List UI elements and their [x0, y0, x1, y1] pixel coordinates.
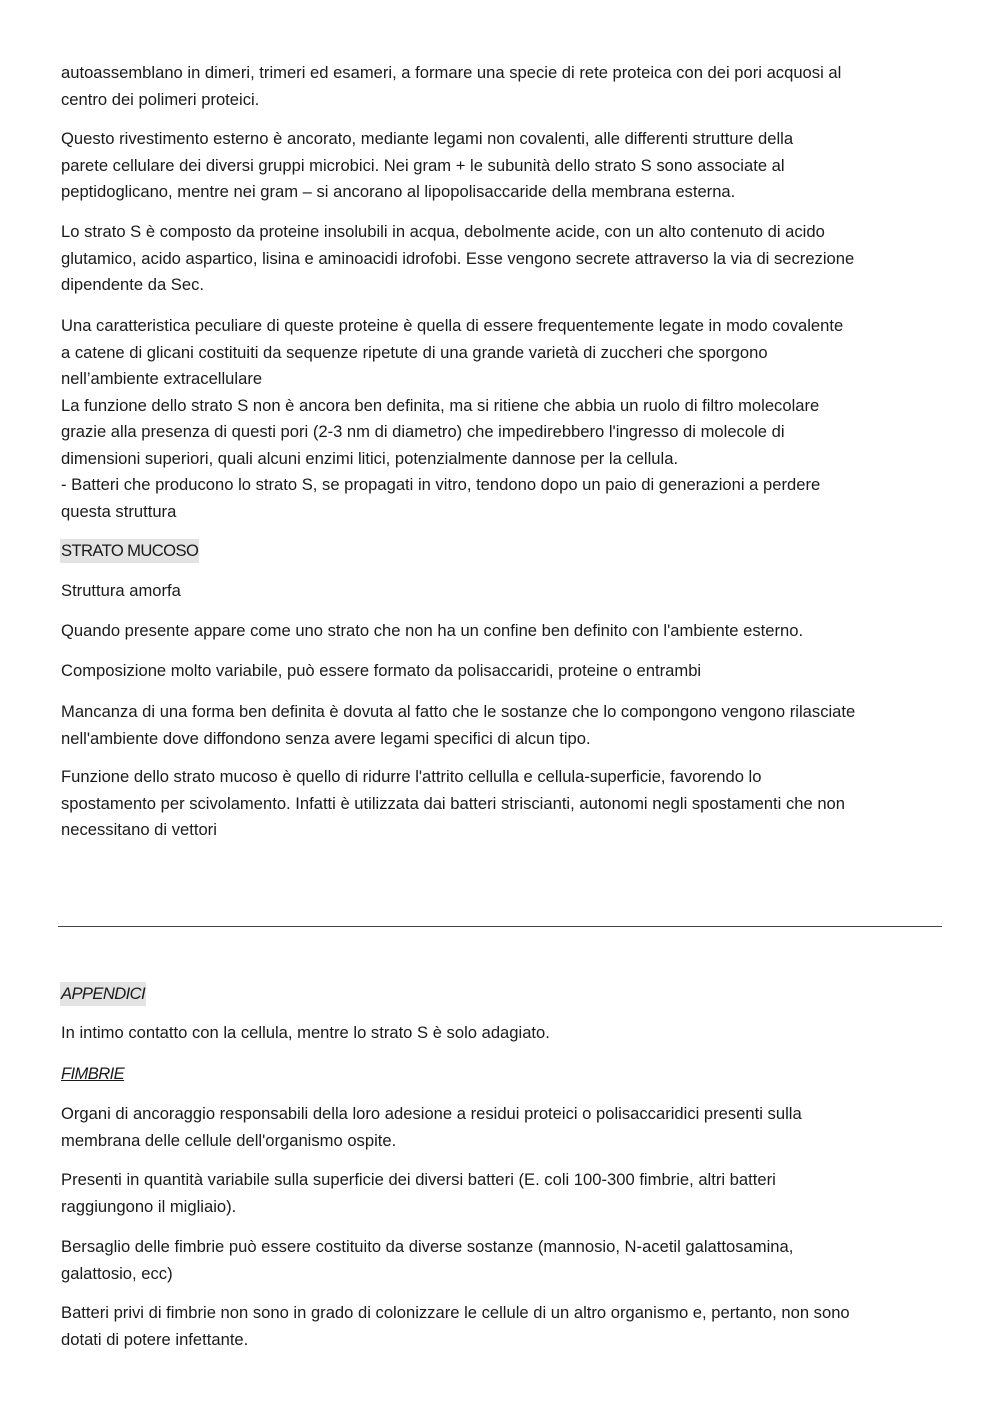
glycan-paragraph: [61, 313, 941, 525]
fimbrie-quantity-paragraph: [61, 1167, 941, 1220]
text-line: - Batteri che producono lo strato S, se propagati in vitro, tendono dopo un paio di generazioni a perdere: [61, 475, 821, 494]
horizontal-rule: [58, 926, 942, 927]
text-line: Struttura amorfa: [61, 581, 181, 600]
text-line: Questo rivestimento esterno è ancorato, mediante legami non covalenti, alle differenti strutture della: [61, 129, 794, 148]
text-line: Lo strato S è composto da proteine insolubili in acqua, debolmente acide, con un alto contenuto di acido: [61, 222, 825, 241]
text-line: galattosio, ecc): [61, 1263, 173, 1283]
text-line: parete cellulare dei diversi gruppi microbici. Nei gram + le subunità dello strato S sono associate al: [61, 155, 785, 175]
text-line: nell’ambiente extracellulare: [61, 369, 263, 388]
text-line: autoassemblano in dimeri, trimeri ed esameri, a formare una specie di rete proteica con dei pori acquosi al: [61, 63, 842, 82]
text-line: Composizione molto variabile, può essere formato da polisaccaridi, proteine o entrambi: [61, 661, 702, 680]
text-line: Bersaglio delle fimbrie può essere costituito da diverse sostanze (mannosio, N-acetil galattosamina,: [61, 1237, 794, 1256]
text-line: La funzione dello strato S non è ancora ben definita, ma si ritiene che abbia un ruolo di filtro molecolare: [61, 395, 820, 415]
text-line: Funzione dello strato mucoso è quello di ridurre l'attrito cellulla e cellula-superficie, favorendo lo: [61, 767, 762, 786]
text-line: raggiungono il migliaio).: [61, 1196, 237, 1216]
text-line: dimensioni superiori, quali alcuni enzimi litici, potenzialmente dannose per la cellula.: [61, 448, 679, 468]
mucous-shape-paragraph: [61, 699, 941, 752]
fimbrie-heading: FIMBRIE: [61, 1064, 125, 1083]
appendici-paragraph: [61, 1020, 941, 1047]
text-line: spostamento per scivolamento. Infatti è utilizzata dai batteri striscianti, autonomi negli spostamenti che non: [61, 793, 846, 813]
text-line: In intimo contatto con la cellula, mentre lo strato S è solo adagiato.: [61, 1023, 550, 1042]
text-line: Batteri privi di fimbrie non sono in grado di colonizzare le cellule di un altro organismo e, pertanto, non sono: [61, 1303, 850, 1322]
intro-paragraph: [61, 60, 941, 113]
text-line: Mancanza di una forma ben definita è dovuta al fatto che le sostanze che lo compongono vengono rilasciate: [61, 702, 856, 721]
mucous-heading: STRATO MUCOSO: [60, 539, 199, 563]
text-line: grazie alla presenza di questi pori (2-3 nm di diametro) che impedirebbero l'ingresso di molecole di: [61, 422, 785, 441]
text-line: questa struttura: [61, 501, 177, 521]
fimbrie-anchoring-paragraph: [61, 1101, 941, 1154]
text-line: Quando presente appare come uno strato che non ha un confine ben definito con l'ambiente esterno.: [61, 621, 804, 640]
text-line: membrana delle cellule dell'organismo ospite.: [61, 1130, 397, 1150]
fimbrie-target-paragraph: [61, 1234, 941, 1287]
mucous-composition-paragraph: [61, 658, 941, 685]
text-line: dotati di potere infettante.: [61, 1329, 249, 1349]
text-line: nell'ambiente dove diffondono senza avere legami specifici di alcun tipo.: [61, 728, 591, 748]
anchoring-paragraph: [61, 126, 941, 206]
appendici-heading: APPENDICI: [60, 982, 146, 1006]
text-line: Presenti in quantità variabile sulla superficie dei diversi batteri (E. coli 100-300 fimbrie, altri batteri: [61, 1170, 776, 1189]
text-line: a catene di glicani costituiti da sequenze ripetute di una grande varietà di zuccheri che sporgono: [61, 342, 768, 362]
text-line: dipendente da Sec.: [61, 275, 205, 294]
mucous-function-paragraph: [61, 764, 941, 844]
composition-paragraph: [61, 219, 941, 299]
text-line: peptidoglicano, mentre nei gram – si ancorano al lipopolisaccaride della membrana esterna.: [61, 182, 736, 201]
text-line: Una caratteristica peculiare di queste proteine è quella di essere frequentemente legate in modo covalente: [61, 316, 844, 335]
text-line: Organi di ancoraggio responsabili della loro adesione a residui proteici o polisaccaridici presenti sulla: [61, 1104, 802, 1123]
text-line: necessitano di vettori: [61, 820, 217, 839]
fimbrie-infection-paragraph: [61, 1300, 941, 1353]
mucous-structure-paragraph: [61, 578, 941, 605]
mucous-presence-paragraph: [61, 618, 941, 645]
text-line: centro dei polimeri proteici.: [61, 89, 260, 109]
text-line: glutamico, acido aspartico, lisina e aminoacidi idrofobi. Esse vengono secrete attraverso la via di secrezione: [61, 248, 855, 268]
